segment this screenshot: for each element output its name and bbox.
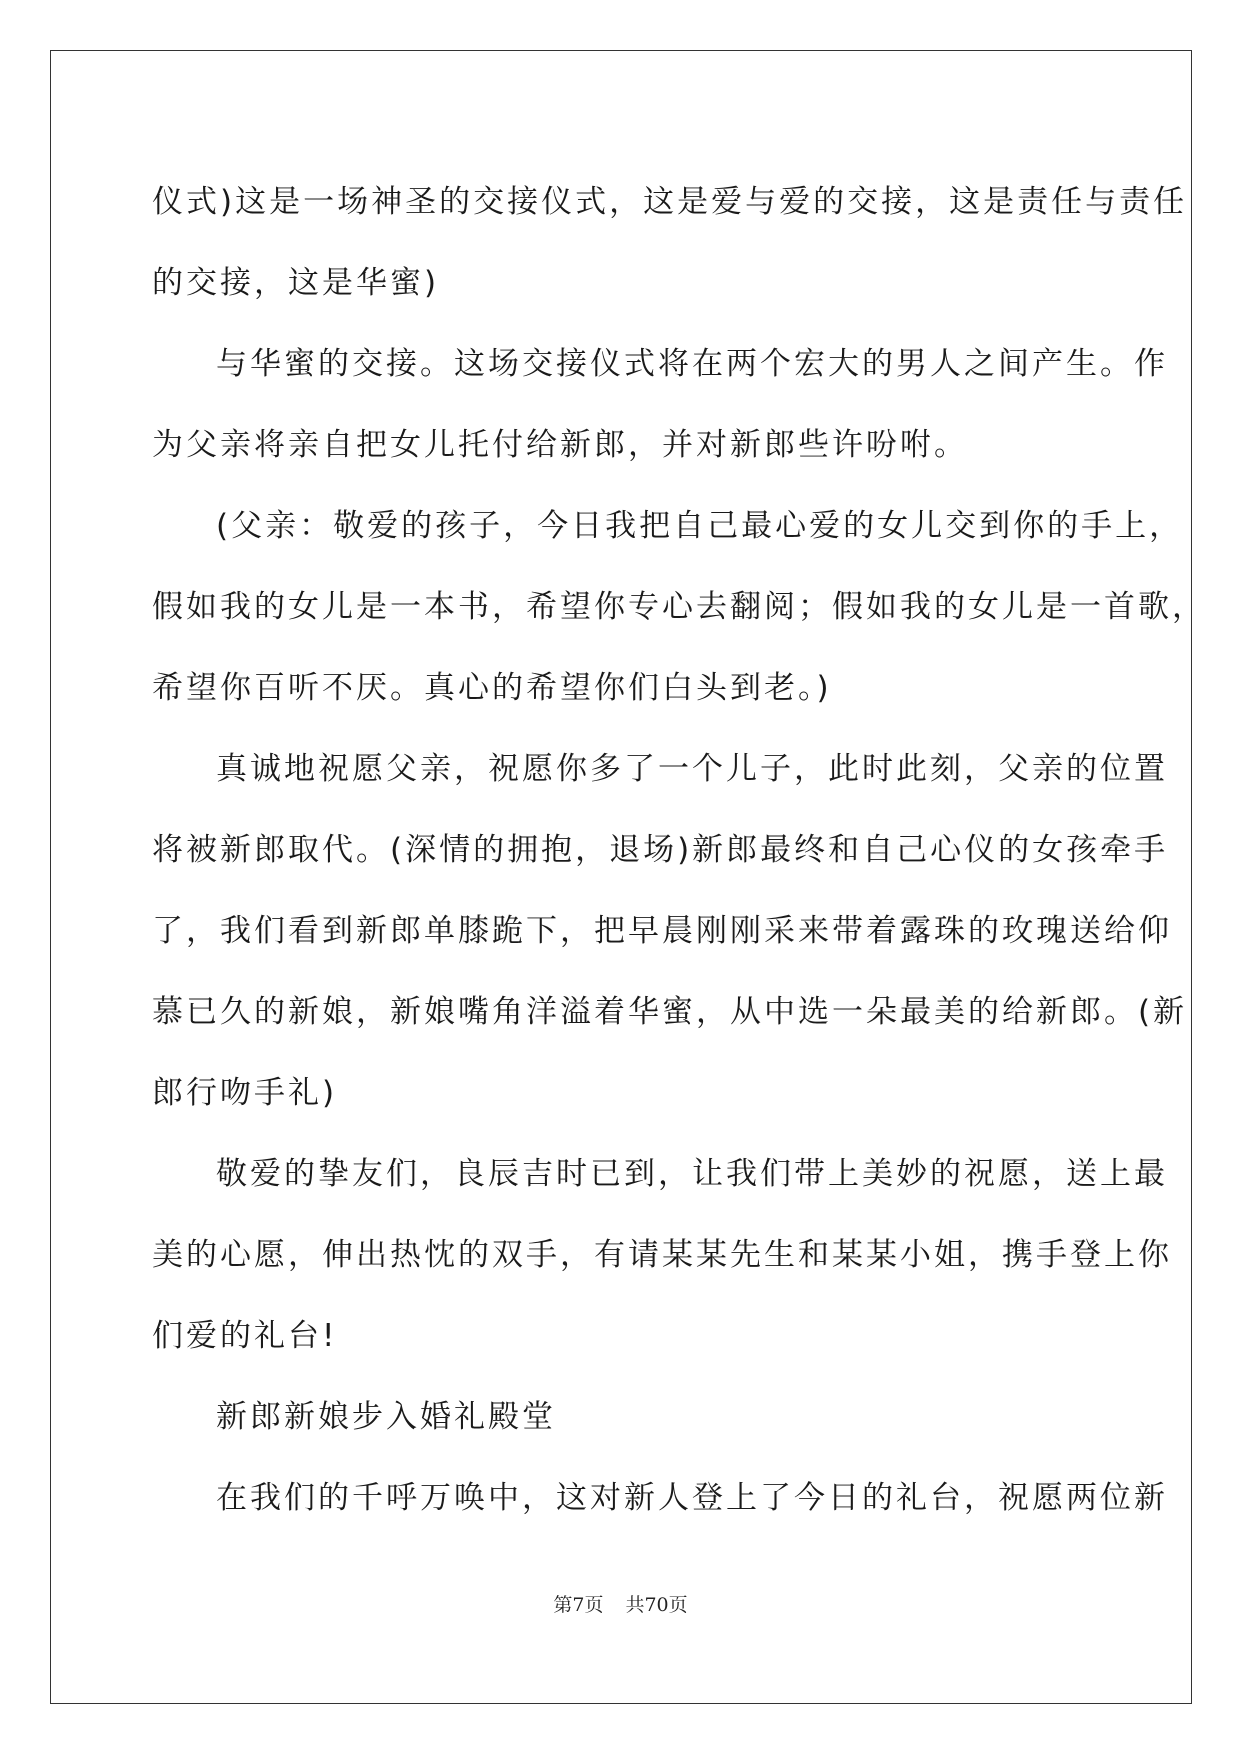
text-line: 了，我们看到新郎单膝跪下，把早晨刚刚采来带着露珠的玫瑰送给仰: [152, 913, 1172, 949]
page-footer: [0, 1590, 1241, 1617]
text-line: 敬爱的挚友们，良辰吉时已到，让我们带上美妙的祝愿，送上最: [216, 1156, 1168, 1192]
text-line: 与华蜜的交接。这场交接仪式将在两个宏大的男人之间产生。作: [216, 346, 1168, 382]
text-line: 郎行吻手礼): [152, 1075, 338, 1111]
page-total: 共70页: [625, 1594, 688, 1616]
text-line: 的交接，这是华蜜): [152, 265, 440, 301]
text-line: 将被新郎取代。(深情的拥抱，退场)新郎最终和自己心仪的女孩牵手: [152, 832, 1169, 868]
text-line: 仪式)这是一场神圣的交接仪式，这是爱与爱的交接，这是责任与责任: [152, 184, 1188, 220]
document-body: [152, 162, 1206, 1539]
text-line: 慕已久的新娘，新娘嘴角洋溢着华蜜，从中选一朵最美的给新郎。(新: [152, 994, 1188, 1030]
text-line: 们爱的礼台!: [152, 1318, 338, 1354]
text-line: 希望你百听不厌。真心的希望你们白头到老。): [152, 670, 832, 706]
text-line: 真诚地祝愿父亲，祝愿你多了一个儿子，此时此刻，父亲的位置: [216, 751, 1168, 787]
text-line: 在我们的千呼万唤中，这对新人登上了今日的礼台，祝愿两位新: [216, 1480, 1168, 1516]
text-line: 假如我的女儿是一本书，希望你专心去翻阅；假如我的女儿是一首歌，: [152, 589, 1206, 625]
page-number: 第7页: [553, 1594, 604, 1616]
text-line: 美的心愿，伸出热忱的双手，有请某某先生和某某小姐，携手登上你: [152, 1237, 1172, 1273]
text-line: 新郎新娘步入婚礼殿堂: [216, 1399, 556, 1435]
text-line: (父亲：敬爱的孩子，今日我把自己最心爱的女儿交到你的手上，: [216, 508, 1184, 544]
text-line: 为父亲将亲自把女儿托付给新郎，并对新郎些许吩咐。: [152, 427, 968, 463]
